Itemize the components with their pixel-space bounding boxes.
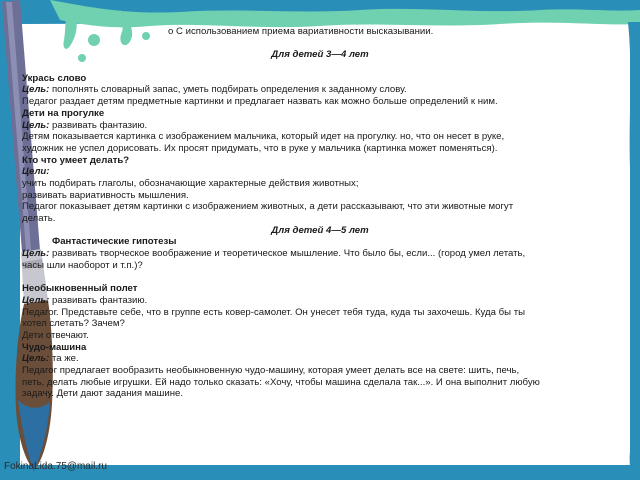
text-line: [22, 318, 618, 330]
line-text: та же.: [49, 353, 79, 365]
line-text: петь, делать любые игрушки. Ей надо только сказать: «Хочу, чтобы машина сделала так...». И она выполнит любую: [22, 376, 540, 388]
age-heading: [22, 49, 618, 61]
goal-label: Цель:: [22, 294, 50, 306]
text-line: [22, 120, 618, 132]
line-text: развивать вариативность мышления.: [22, 189, 189, 201]
goal-label: Цели:: [22, 166, 50, 178]
text-line: [22, 388, 618, 400]
text-line: [22, 166, 618, 178]
text-line: [22, 84, 618, 96]
text-line: [22, 26, 618, 38]
line-text: Необыкновенный полет: [22, 283, 138, 295]
text-line: [22, 307, 618, 319]
text-line: [22, 38, 618, 50]
text-line: [22, 201, 618, 213]
section-title: [22, 108, 618, 120]
line-text: Педагог показывает детям картинки с изображением животных, а дети рассказывают, что эти животные могут: [22, 201, 514, 213]
text-line: [22, 213, 618, 225]
line-text: Педагог. Представьте себе, что в группе есть ковер-самолет. Он унесет тебя туда, куда ты захочешь. Куда бы ты: [22, 306, 525, 318]
goal-label: Цель:: [22, 248, 50, 260]
line-text: хотел слетать? Зачем?: [22, 318, 125, 330]
line-text: о С использованием приема вариативности высказывании.: [168, 26, 434, 37]
line-text: делать.: [22, 213, 56, 224]
line-text: Кто что умеет делать?: [22, 154, 130, 166]
line-text: Для детей 4—5 лет: [271, 224, 369, 236]
line-text: художник не успел дорисовать. Их просят придумать, что в руке у мальчика (картинка может поменяться).: [22, 142, 498, 154]
text-line: [22, 96, 618, 108]
text-line: [22, 295, 618, 307]
text-line: [22, 365, 618, 377]
text-line: [22, 330, 618, 342]
line-text: Педагог раздает детям предметные картинки и предлагает назвать как можно больше определений к ним.: [22, 96, 498, 108]
line-text: задачу. Дети дают задания машине.: [22, 388, 184, 400]
section-title: [22, 283, 618, 295]
text-line: [22, 190, 618, 202]
section-title: [22, 342, 618, 354]
goal-label: Цель:: [22, 119, 50, 131]
line-text: пополнять словарный запас, уметь подбирать определения к заданному слову.: [49, 84, 407, 96]
line-text: учить подбирать глаголы, обозначающие характерные действия животных;: [22, 177, 359, 189]
text-line: [22, 131, 618, 143]
line-text: развивать фантазию.: [49, 294, 148, 306]
age-heading: [22, 225, 618, 237]
line-text: Педагог предлагает вообразить необыкновенную чудо-машину, которая умеет делать все на свете: шить, печь,: [22, 364, 520, 376]
goal-label: Цель:: [22, 353, 50, 365]
line-text: Чудо-машина: [22, 341, 87, 353]
line-text: Для детей 3—4 лет: [271, 49, 369, 61]
line-text: развивать фантазию.: [49, 119, 148, 131]
line-text: Укрась слово: [22, 72, 87, 84]
section-title: [22, 236, 618, 248]
line-text: развивать творческое воображение и теоретическое мышление. Что было бы, если... (город умел летать,: [49, 248, 526, 260]
author-email: FokinaLida.75@mail.ru: [4, 461, 107, 472]
line-text: Детям показывается картинка с изображением мальчика, который идет на прогулку. но, что он несет в руке,: [22, 131, 505, 143]
text-line: [22, 178, 618, 190]
line-text: Фантастические гипотезы: [52, 236, 177, 248]
section-title: [22, 155, 618, 167]
document-text: [22, 26, 618, 400]
text-line: [22, 353, 618, 365]
text-line: [22, 271, 618, 283]
section-title: [22, 73, 618, 85]
line-text: Дети отвечают.: [22, 329, 89, 341]
text-line: [22, 61, 618, 73]
text-line: [22, 260, 618, 272]
line-text: Дети на прогулке: [22, 107, 105, 119]
text-line: [22, 377, 618, 389]
paint-border-right-wave: [628, 22, 640, 466]
goal-label: Цель:: [22, 84, 50, 96]
text-line: [22, 248, 618, 260]
text-line: [22, 143, 618, 155]
line-text: часы шли наоборот и т.п.)?: [22, 259, 143, 271]
